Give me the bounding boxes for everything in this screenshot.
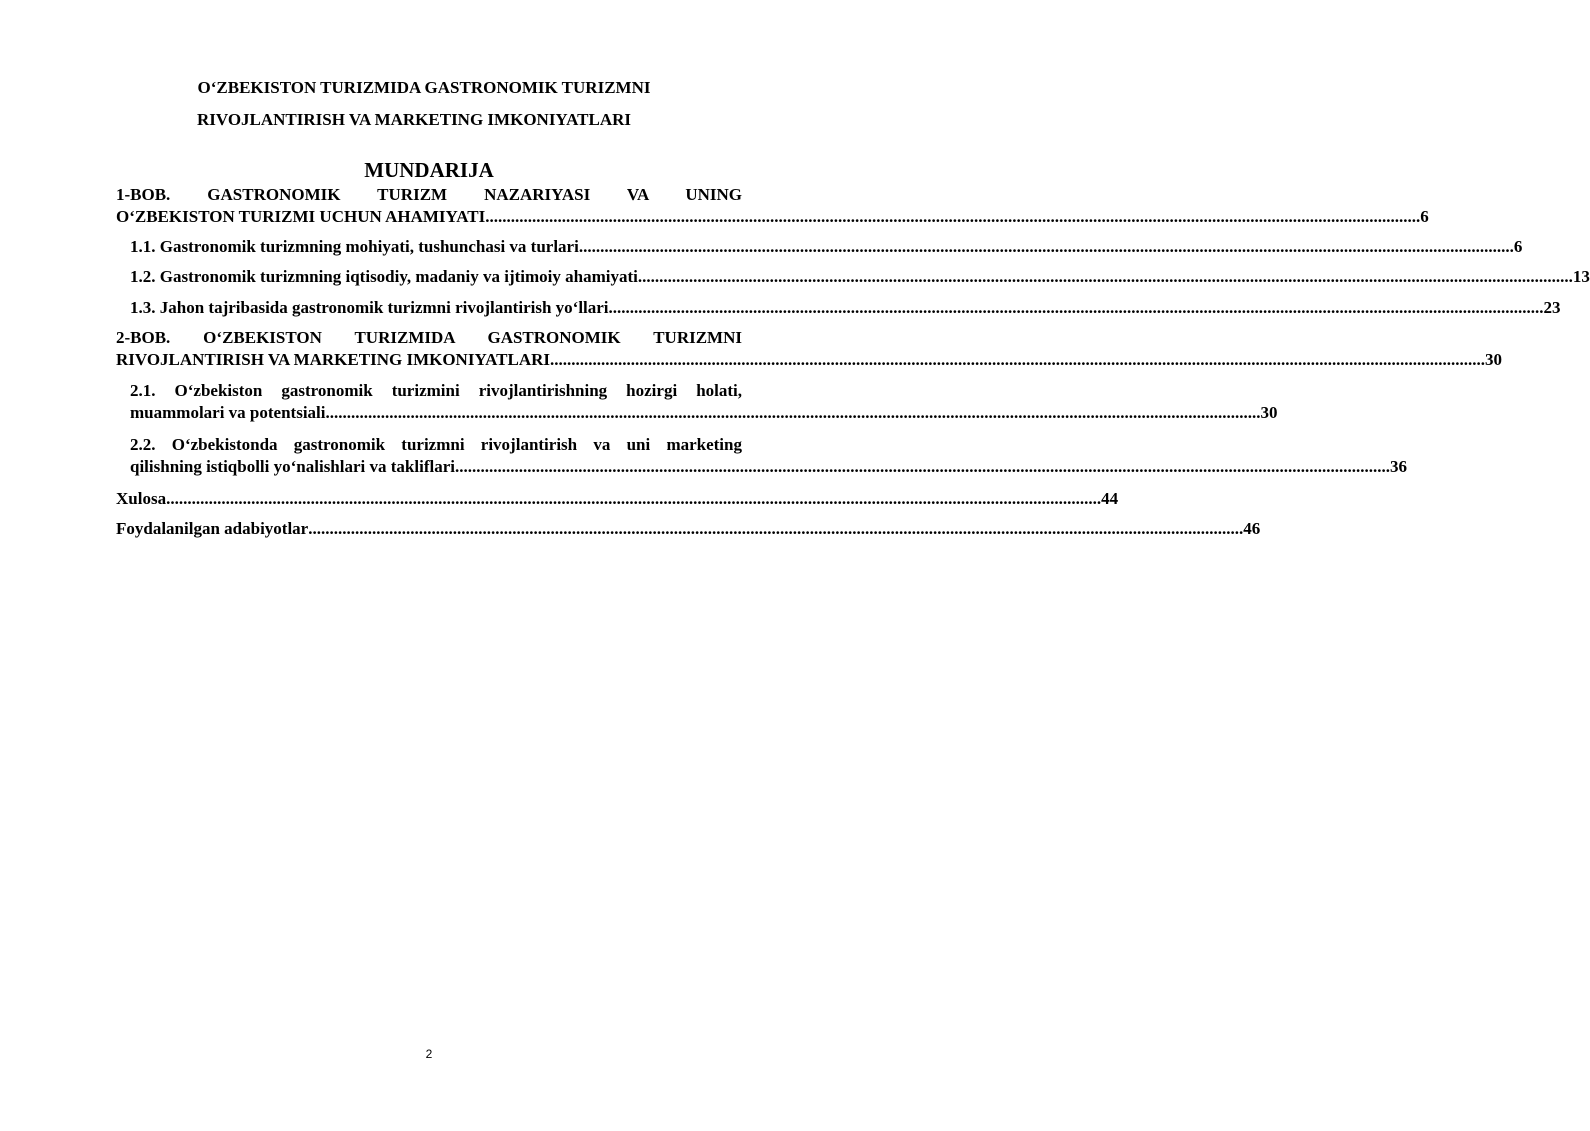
toc-entry-line: 2-BOB. O‘ZBEKISTON TURIZMIDA GASTRONOMIK TURIZMNI [116,328,742,347]
toc-entry-1-2[interactable] [130,266,1590,288]
toc-entry-title: 1.1. Gastronomik turizmning mohiyati, tushunchasi va turlari [130,237,579,256]
toc-entry-line: 2.2. O‘zbekistonda gastronomik turizmni rivojlantirish va uni marketing [130,435,742,454]
toc-heading: MUNDARIJA [364,158,494,182]
toc-page-number: 46 [1243,519,1261,538]
toc-leader-dots: ............................................................................................................................................................................................................................ [608,298,1544,317]
toc-page-number: 6 [1420,207,1429,226]
toc-leader-dots: ............................................................................................................................................................................................................................ [325,403,1261,422]
toc-leader-dots: ............................................................................................................................................................................................................................ [578,237,1514,256]
toc-leader-dots: ............................................................................................................................................................................................................................ [550,350,1486,369]
toc-entry-2-1[interactable] [130,380,1278,424]
toc-leader-dots: ............................................................................................................................................................................................................................ [166,489,1102,508]
toc-entry-title: Xulosa [116,489,167,508]
document-title-line-2: RIVOJLANTIRISH VA MARKETING IMKONIYATLARI [196,110,632,129]
toc-entry-line: 2.1. O‘zbekiston gastronomik turizmini rivojlantirishning hozirgi holati, [130,381,742,400]
toc-leader-dots: ............................................................................................................................................................................................................................ [454,457,1390,476]
toc-page-number: 13 [1572,267,1590,286]
document-title-line-1: O‘ZBEKISTON TURIZMIDA GASTRONOMIK TURIZMNI [197,78,651,97]
toc-page-number: 36 [1389,457,1407,476]
toc-entry-line: 1-BOB. GASTRONOMIK TURIZM NAZARIYASI VA UNING [116,185,742,204]
toc-entry-2-2[interactable] [130,434,1407,478]
toc-entry-1-3[interactable] [130,297,1561,319]
toc-entry-title: 1.3. Jahon tajribasida gastronomik turizmni rivojlantirish yo‘llari [130,298,609,317]
toc-page-number: 30 [1260,403,1278,422]
toc-entry-chapter-1[interactable] [116,184,1429,228]
toc-leader-dots: ............................................................................................................................................................................................................................ [308,519,1244,538]
toc-page-number: 23 [1543,298,1561,317]
page-number: 2 [425,1047,433,1061]
toc-entry-chapter-2[interactable] [116,327,1503,371]
toc-leader-dots: ............................................................................................................................................................................................................................ [485,207,1421,226]
toc-entry-xulosa[interactable] [116,488,1119,510]
toc-entry-title: O‘ZBEKISTON TURIZMI UCHUN AHAMIYATI [116,207,486,226]
toc-entry-title: RIVOJLANTIRISH VA MARKETING IMKONIYATLARI [116,350,551,369]
toc-entry-title: Foydalanilgan adabiyotlar [116,519,309,538]
toc-page-number: 44 [1101,489,1119,508]
toc-page-number: 30 [1485,350,1503,369]
toc-entry-title: muammolari va potentsiali [130,403,326,422]
toc-leader-dots: ............................................................................................................................................................................................................................ [637,267,1573,286]
toc-entry-1-1[interactable] [130,236,1523,258]
toc-page-number: 6 [1513,237,1523,256]
toc-entry-title: qilishning istiqbolli yo‘nalishlari va takliflari [130,457,455,476]
toc-entry-bibliography[interactable] [116,518,1261,540]
toc-entry-title: 1.2. Gastronomik turizmning iqtisodiy, madaniy va ijtimoiy ahamiyati [130,267,638,286]
